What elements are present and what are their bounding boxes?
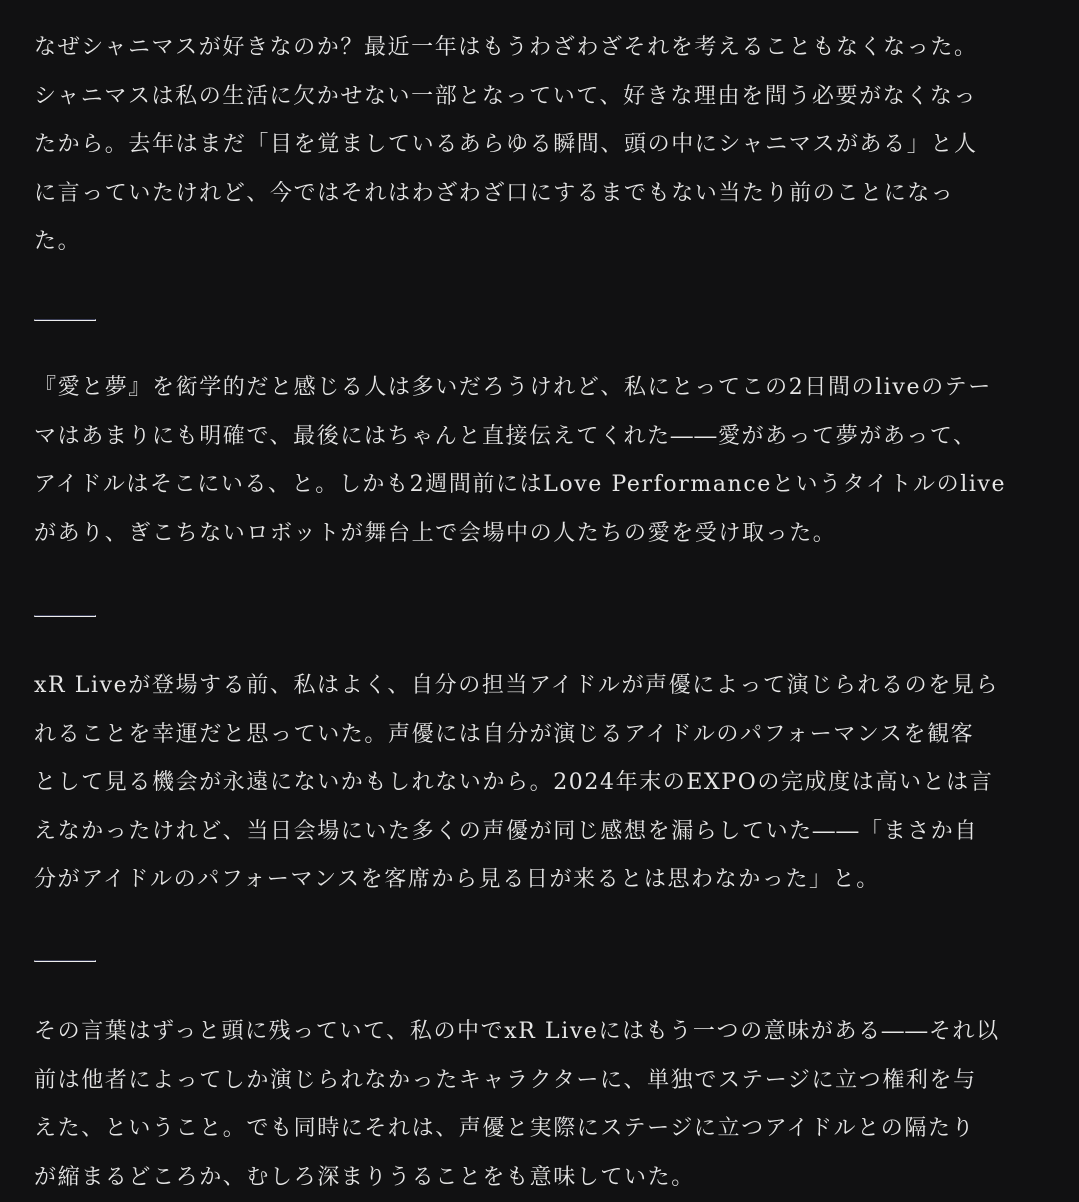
paragraph-line: xR Liveが登場する前、私はよく、自分の担当アイドルが声優によって演じられるのを見ら — [34, 662, 999, 711]
paragraph-line: た。 — [34, 218, 978, 267]
paragraph-3 — [34, 662, 999, 905]
paragraph-line: マはあまりにも明確で、最後にはちゃんと直接伝えてくれた――愛があって夢があって、 — [34, 413, 1006, 462]
paragraph-line: シャニマスは私の生活に欠かせない一部となっていて、好きな理由を問う必要がなくなっ — [34, 73, 978, 122]
paragraph-line: えた、ということ。でも同時にそれは、声優と実際にステージに立つアイドルとの隔たり — [34, 1105, 1000, 1154]
paragraph-line: れることを幸運だと思っていた。声優には自分が演じるアイドルのパフォーマンスを観客 — [34, 711, 999, 760]
paragraph-line: が縮まるどころか、むしろ深まりうることをも意味していた。 — [34, 1154, 1000, 1202]
paragraph-line: なぜシャニマスが好きなのか？最近一年はもうわざわざそれを考えることもなくなった。 — [34, 24, 978, 73]
paragraph-line: えなかったけれど、当日会場にいた多くの声優が同じ感想を漏らしていた――「まさか自 — [34, 808, 999, 857]
paragraph-line: 分がアイドルのパフォーマンスを客席から見る日が来るとは思わなかった」と。 — [34, 856, 999, 905]
paragraph-4 — [34, 1008, 1000, 1202]
section-divider — [34, 960, 96, 962]
section-divider — [34, 319, 96, 321]
paragraph-line: として見る機会が永遠にないかもしれないから。2024年末のEXPOの完成度は高いとは言 — [34, 759, 999, 808]
paragraph-line: 前は他者によってしか演じられなかったキャラクターに、単独でステージに立つ権利を与 — [34, 1057, 1000, 1106]
paragraph-2 — [34, 364, 1006, 558]
paragraph-line: に言っていたけれど、今ではそれはわざわざ口にするまでもない当たり前のことになっ — [34, 170, 978, 219]
section-divider — [34, 615, 96, 617]
paragraph-1 — [34, 24, 978, 267]
paragraph-line: 『愛と夢』を衒学的だと感じる人は多いだろうけれど、私にとってこの2日間のliveのテー — [34, 364, 1006, 413]
paragraph-line: アイドルはそこにいる、と。しかも2週間前にはLove Performanceというタイトルのlive — [34, 461, 1006, 510]
paragraph-line: その言葉はずっと頭に残っていて、私の中でxR Liveにはもう一つの意味がある――それ以 — [34, 1008, 1000, 1057]
paragraph-line: があり、ぎこちないロボットが舞台上で会場中の人たちの愛を受け取った。 — [34, 510, 1006, 559]
paragraph-line: たから。去年はまだ「目を覚ましているあらゆる瞬間、頭の中にシャニマスがある」と人 — [34, 121, 978, 170]
